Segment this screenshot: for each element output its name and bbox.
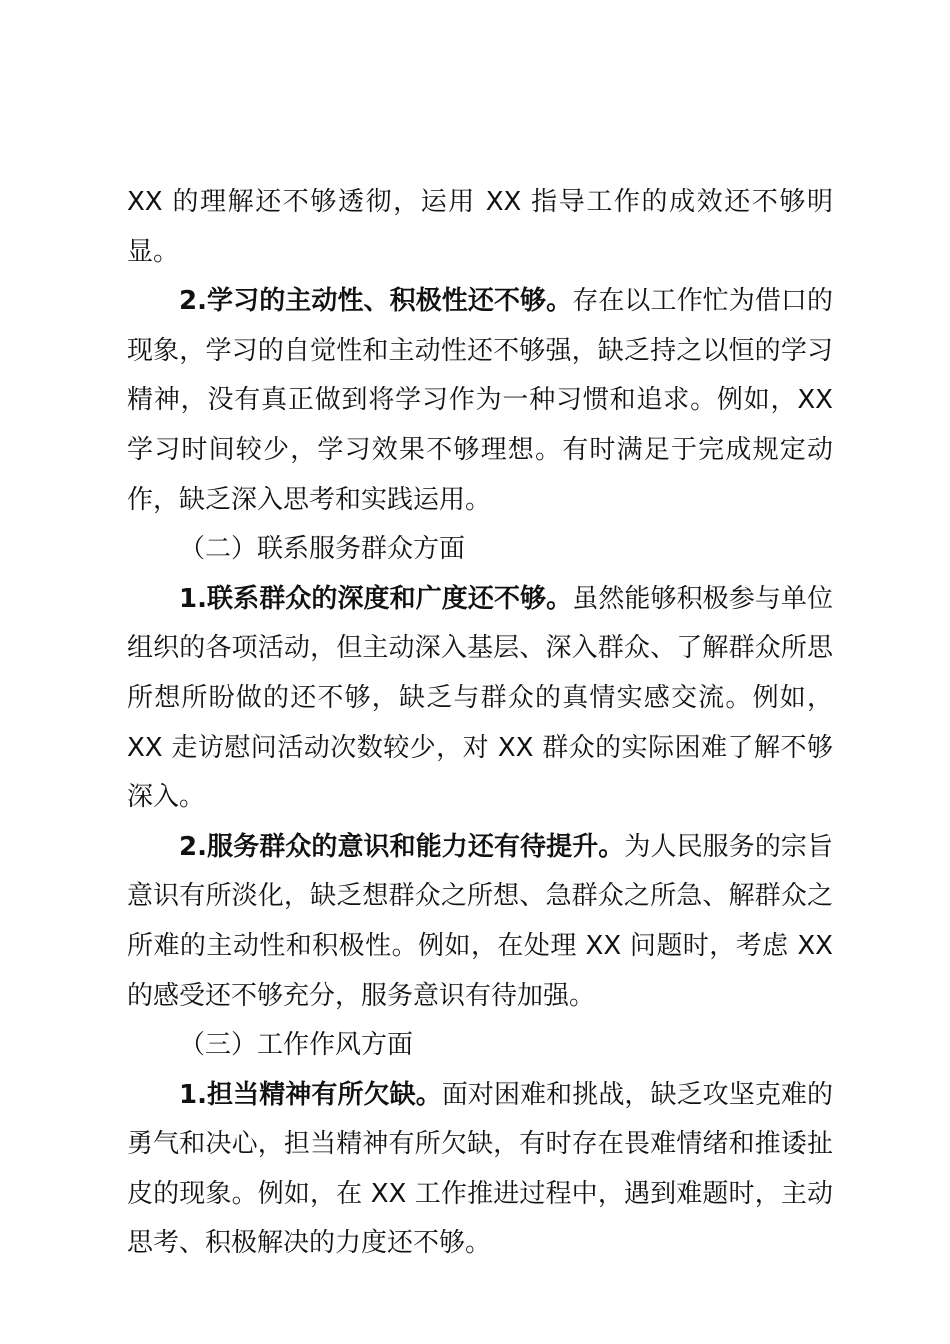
paragraph-heading: 2.学习的主动性、积极性还不够。 [179, 286, 573, 317]
paragraph-heading: 2.服务群众的意识和能力还有待提升。 [179, 831, 625, 862]
paragraph-service-awareness [127, 823, 833, 1021]
paragraph-learning-initiative [127, 277, 833, 525]
paragraph-text: XX 的理解还不够透彻，运用 XX 指导工作的成效还不够明显。 [127, 187, 833, 267]
section-heading-text: （二）联系服务群众方面 [179, 534, 466, 565]
paragraph-text: 存在以工作忙为借口的现象，学习的自觉性和主动性还不够强，缺乏持之以恒的学习精神，没有真正做到将学习作为一种习惯和追求。例如，XX 学习时间较少，学习效果不够理想。有时满足于完成规定动作，缺乏深入思考和实践运用。 [127, 286, 833, 515]
paragraph-text: 面对困难和挑战，缺乏攻坚克难的勇气和决心，担当精神有所欠缺，有时存在畏难情绪和推诿扯皮的现象。例如，在 XX 工作推进过程中，遇到难题时，主动思考、积极解决的力度还不够。 [127, 1079, 833, 1259]
paragraph-responsibility [127, 1071, 833, 1269]
paragraph-text: 虽然能够积极参与单位组织的各项活动，但主动深入基层、深入群众、了解群众所思所想所盼做的还不够，缺乏与群众的真情实感交流。例如，XX 走访慰问活动次数较少，对 XX 群众的实际困难了解不够深入。 [127, 583, 833, 813]
section-heading-text: （三）工作作风方面 [179, 1030, 414, 1061]
paragraph-contact-masses [127, 575, 833, 823]
paragraph-continuation [127, 178, 833, 277]
document-body [127, 178, 833, 1269]
section-heading-serve-masses [127, 525, 833, 575]
paragraph-heading: 1.担当精神有所欠缺。 [179, 1079, 442, 1110]
paragraph-heading: 1.联系群众的深度和广度还不够。 [179, 583, 573, 614]
paragraph-text: 为人民服务的宗旨意识有所淡化，缺乏想群众之所想、急群众之所急、解群众之所难的主动性和积极性。例如，在处理 XX 问题时，考虑 XX 的感受还不够充分，服务意识有待加强。 [127, 831, 833, 1011]
section-heading-work-style [127, 1021, 833, 1071]
